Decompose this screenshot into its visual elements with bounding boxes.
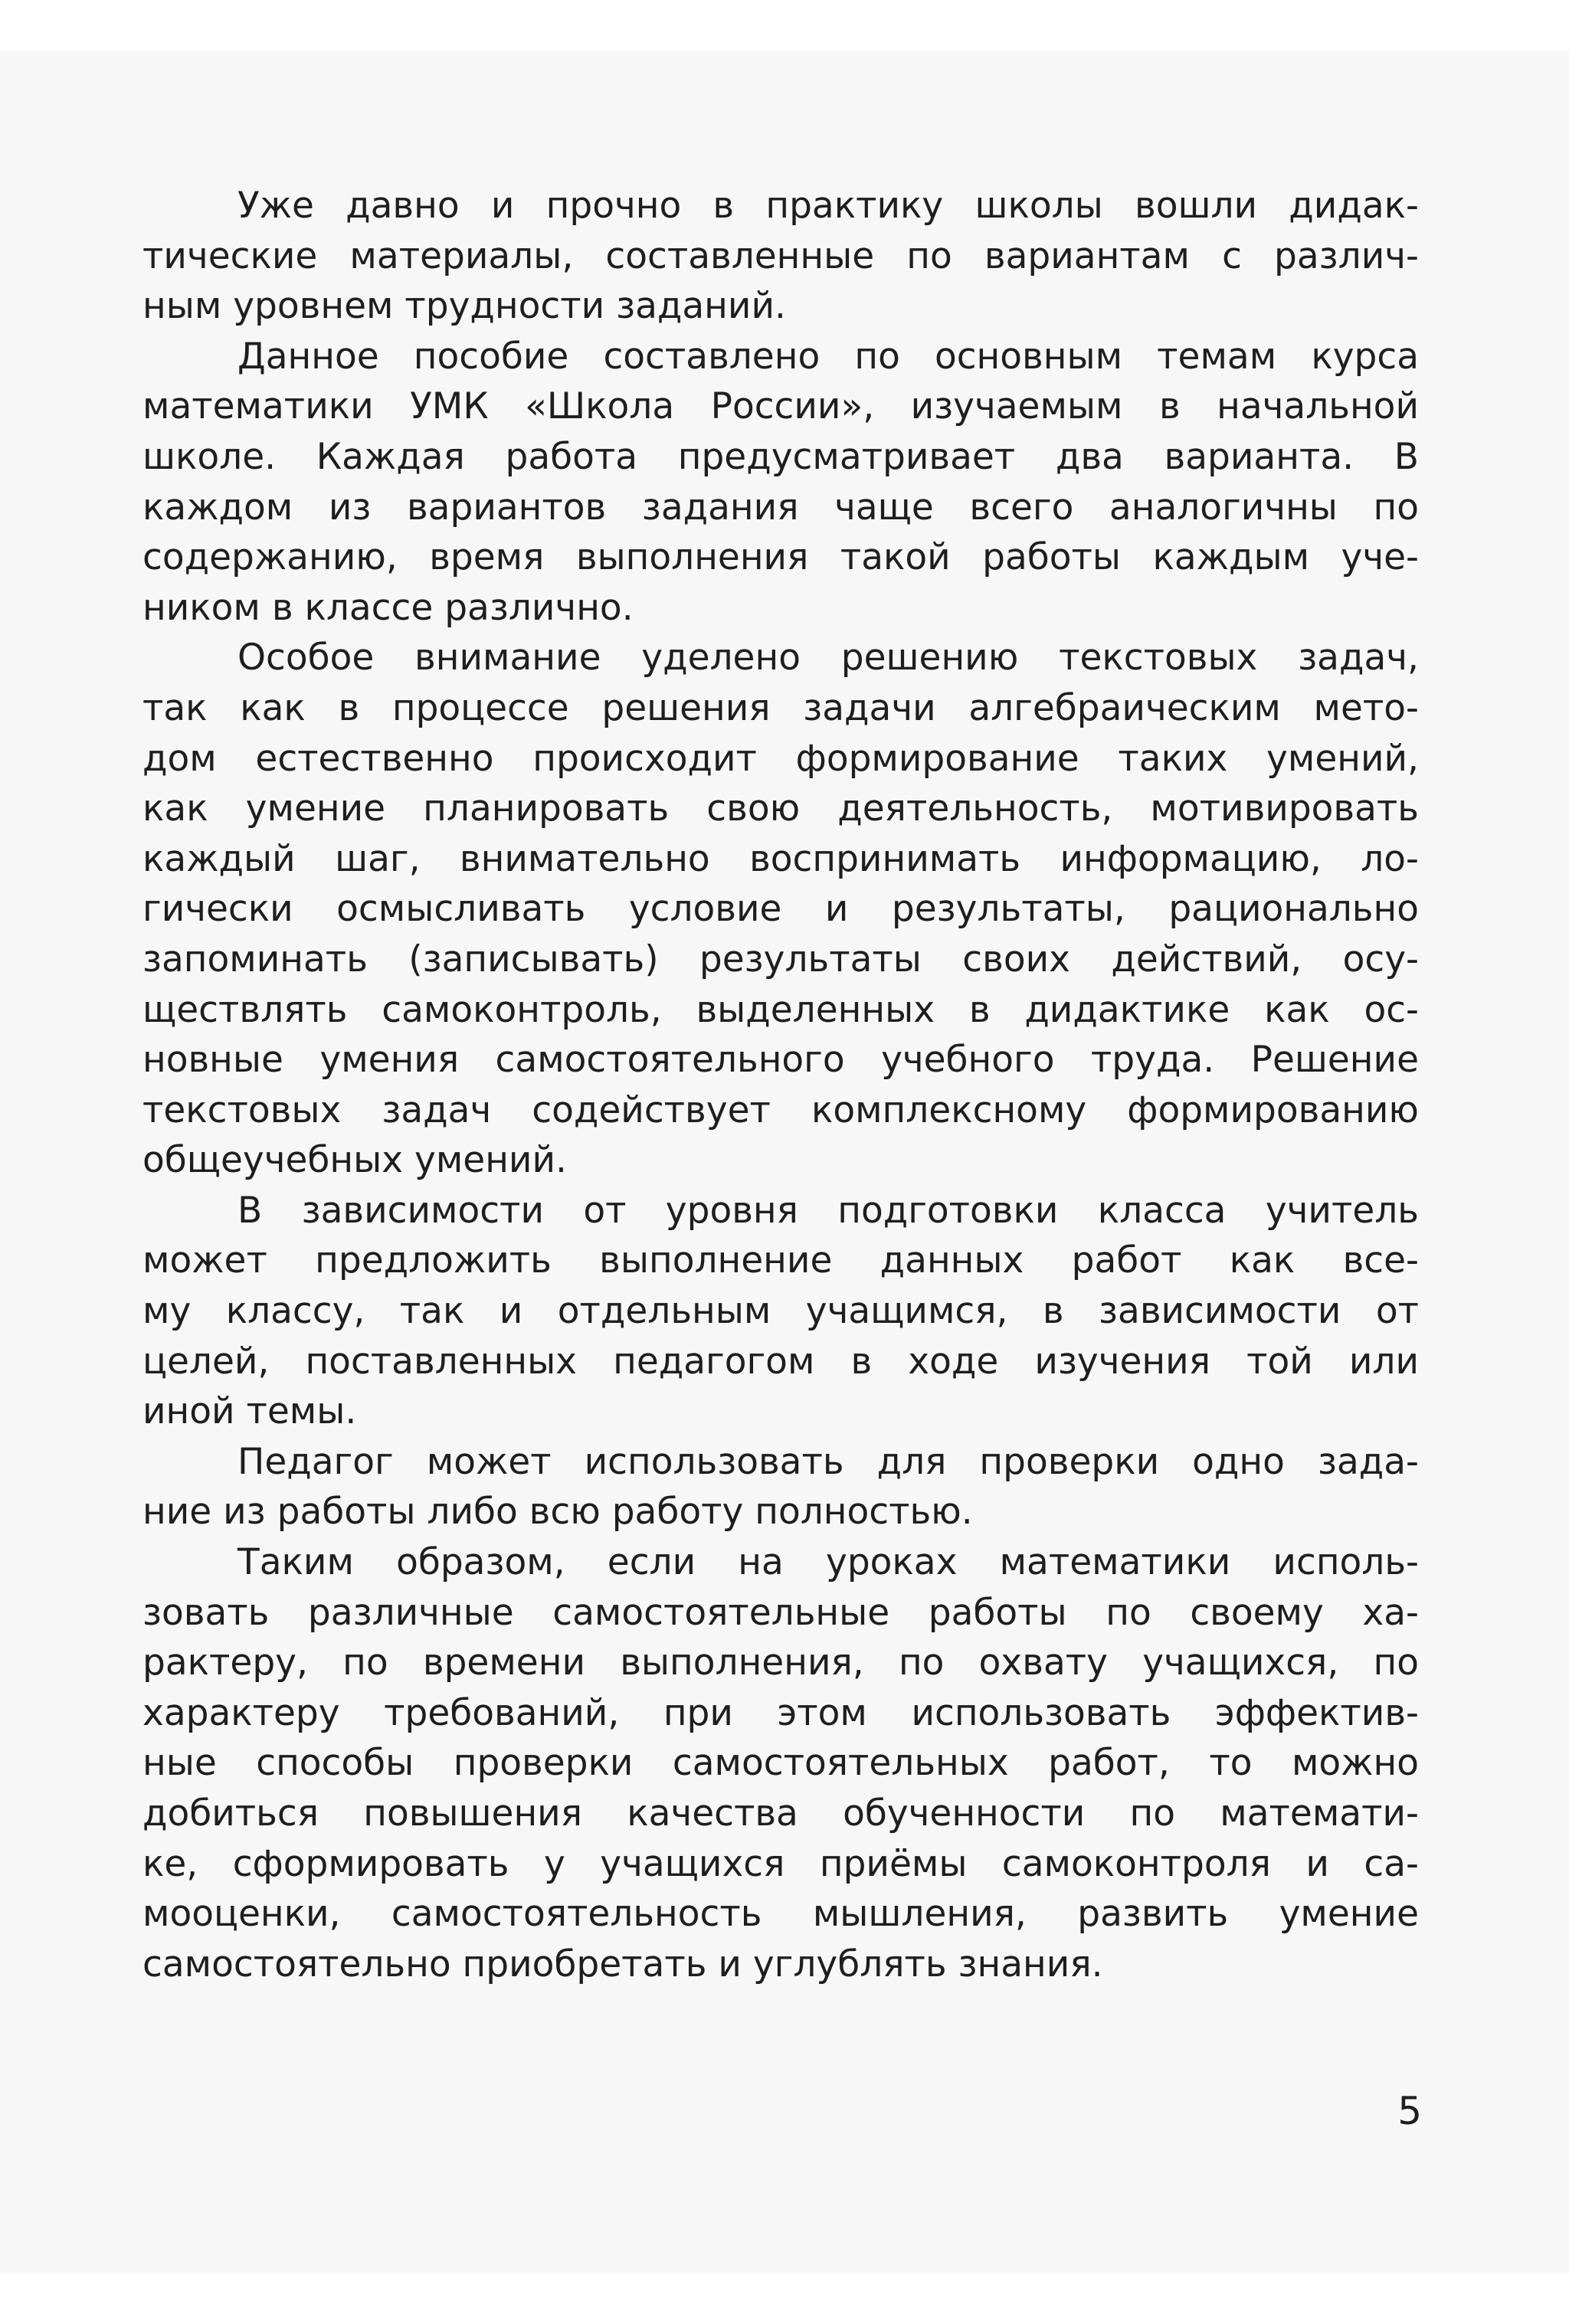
- book-page: [0, 51, 1569, 2273]
- text-line: ные способы проверки самостоятельных работ, то можно: [142, 1742, 1419, 1785]
- text-line: новные умения самостоятельного учебного труда. Решение: [142, 1039, 1419, 1082]
- page-number: 5: [1397, 2089, 1422, 2133]
- text-line: гически осмысливать условие и результаты, рационально: [142, 888, 1419, 931]
- text-line: Уже давно и прочно в практику школы вошли дидак-: [237, 185, 1419, 227]
- text-line: общеучебных умений.: [142, 1139, 567, 1182]
- text-line: В зависимости от уровня подготовки класса учитель: [237, 1189, 1419, 1232]
- text-line: каждом из вариантов задания чаще всего аналогичны по: [142, 486, 1419, 529]
- text-line: может предложить выполнение данных работ как все-: [142, 1239, 1419, 1282]
- text-line: иной темы.: [142, 1390, 357, 1433]
- text-line: мооценки, самостоятельность мышления, развить умение: [142, 1893, 1419, 1936]
- text-line: самостоятельно приобретать и углублять знания.: [142, 1943, 1103, 1985]
- text-line: му классу, так и отдельным учащимся, в зависимости от: [142, 1290, 1419, 1333]
- text-line: ным уровнем трудности заданий.: [142, 285, 786, 328]
- text-line: математики УМК «Школа России», изучаемым в начальной: [142, 385, 1419, 428]
- text-line: тические материалы, составленные по вариантам с различ-: [142, 234, 1419, 277]
- text-line: содержанию, время выполнения такой работы каждым уче-: [142, 536, 1419, 579]
- text-line: дом естественно происходит формирование таких умений,: [142, 737, 1419, 780]
- text-line: как умение планировать свою деятельность, мотивировать: [142, 787, 1419, 830]
- text-line: ником в классе различно.: [142, 586, 634, 629]
- text-line: Педагог может использовать для проверки одно зада-: [237, 1440, 1419, 1483]
- paragraph: [142, 1537, 1419, 1989]
- text-line: добиться повышения качества обученности по математи-: [142, 1792, 1419, 1835]
- paragraph: [142, 1186, 1419, 1437]
- text-line: целей, поставленных педагогом в ходе изучения той или: [142, 1340, 1419, 1383]
- text-line: зовать различные самостоятельные работы по своему ха-: [142, 1591, 1419, 1634]
- text-line: рактеру, по времени выполнения, по охвату учащихся, по: [142, 1642, 1419, 1684]
- text-line: Таким образом, если на уроках математики исполь-: [237, 1541, 1419, 1584]
- text-line: Данное пособие составлено по основным темам курса: [237, 335, 1419, 378]
- text-line: ществлять самоконтроль, выделенных в дидактике как ос-: [142, 988, 1419, 1031]
- text-line: характеру требований, при этом использовать эффектив-: [142, 1691, 1419, 1734]
- paragraph: [142, 332, 1419, 633]
- paragraph: [142, 633, 1419, 1186]
- text-line: ке, сформировать у учащихся приёмы самоконтроля и са-: [142, 1842, 1419, 1885]
- paragraph: [142, 1437, 1419, 1537]
- text-line: так как в процессе решения задачи алгебраическим мето-: [142, 686, 1419, 729]
- body-text: [142, 181, 1419, 1989]
- text-line: Особое внимание уделено решению текстовых задач,: [237, 637, 1419, 679]
- text-line: ние из работы либо всю работу полностью.: [142, 1491, 973, 1534]
- text-line: текстовых задач содействует комплексному формированию: [142, 1088, 1419, 1131]
- text-line: запоминать (записывать) результаты своих действий, осу-: [142, 938, 1419, 980]
- text-line: каждый шаг, внимательно воспринимать информацию, ло-: [142, 837, 1419, 880]
- text-line: школе. Каждая работа предусматривает два варианта. В: [142, 435, 1419, 478]
- paragraph: [142, 181, 1419, 332]
